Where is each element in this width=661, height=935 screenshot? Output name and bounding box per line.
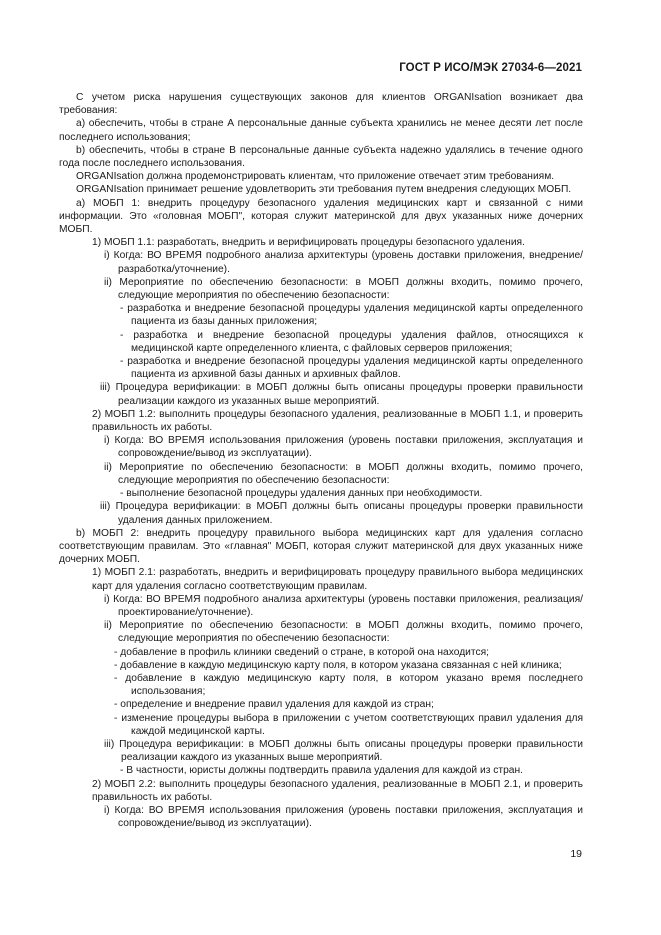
- document-body: [59, 91, 583, 830]
- list-item: ii) Мероприятие по обеспечению безопасности: в МОБП должны входить, помимо прочего, следующие мероприятия по обеспечению безопасности:: [104, 276, 583, 302]
- list-item: - выполнение безопасной процедуры удаления данных при необходимости.: [120, 488, 483, 500]
- list-item: - добавление в каждую медицинскую карту поля, в котором указано время последнего использования;: [114, 672, 583, 698]
- list-item: i) Когда: ВО ВРЕМЯ использования приложения (уровень поставки приложения, эксплуатация и сопровождение/вывод из эксплуатации).: [104, 435, 583, 460]
- list-item: a) обеспечить, чтобы в стране А персональные данные субъекта хранились не менее десяти лет после последнего использования;: [59, 118, 583, 143]
- list-item: b) обеспечить, чтобы в стране В персональные данные субъекта надежно удалялись в течение одного года после последнего использования.: [59, 144, 583, 170]
- list-item: - разработка и внедрение безопасной процедуры удаления файлов, относящихся к медицинской карте определенного клиента, с файловых серверов приложения;: [120, 329, 583, 354]
- paragraph: ORGANIsation должна продемонстрировать клиентам, что приложение отвечает этим требованиям.: [76, 171, 555, 183]
- list-item: i) Когда: ВО ВРЕМЯ подробного анализа архитектуры (уровень поставки приложения, реализация/проектирование/уточнение).: [104, 593, 583, 618]
- list-item: 1) МОБП 1.1: разработать, внедрить и верифицировать процедуры безопасного удаления.: [92, 237, 525, 249]
- page-number: 19: [570, 848, 582, 860]
- list-item: - изменение процедуры выбора в приложении с учетом соответствующих правил удаления для каждой медицинской карты.: [114, 712, 583, 737]
- list-item: 2) МОБП 1.2: выполнить процедуры безопасного удаления, реализованные в МОБП 1.1, и проверить правильность их работы.: [92, 408, 583, 434]
- document-header: ГОСТ Р ИСО/МЭК 27034-6—2021: [399, 62, 582, 74]
- list-item: ii) Мероприятие по обеспечению безопасности: в МОБП должны входить, помимо прочего, следующие мероприятия по обеспечению безопасности:: [104, 620, 583, 645]
- list-item: - разработка и внедрение безопасной процедуры удаления медицинской карты определенного пациента из архивной базы данных и архивных файлов.: [120, 356, 583, 381]
- list-item: 1) МОБП 2.1: разработать, внедрить и верифицировать процедуру правильного выбора медицинских карт для удаления согласно соответствующим правилам.: [92, 567, 583, 592]
- list-item: - определение и внедрение правил удаления для каждой из стран;: [114, 699, 434, 711]
- list-item: i) Когда: ВО ВРЕМЯ подробного анализа архитектуры (уровень доставки приложения, внедрение/разработка/уточнение).: [104, 250, 583, 275]
- list-item: - разработка и внедрение безопасной процедуры удаления медицинской карты определенного пациента из базы данных приложения;: [120, 303, 583, 328]
- paragraph: С учетом риска нарушения существующих законов для клиентов ORGANIsation возникает два требования:: [59, 92, 583, 117]
- paragraph: ORGANIsation принимает решение удовлетворить эти требования путем внедрения следующих МОБП.: [76, 184, 572, 196]
- list-item: iii) Процедура верификации: в МОБП должны быть описаны процедуры проверки правильности реализации каждого из указанных выше мероприятий.: [104, 738, 583, 764]
- list-item: - В частности, юристы должны подтвердить правила удаления для каждой из стран.: [120, 765, 523, 777]
- list-item: ii) Мероприятие по обеспечению безопасности: в МОБП должны входить, помимо прочего, следующие мероприятия по обеспечению безопасности:: [104, 461, 583, 486]
- list-item: b) МОБП 2: внедрить процедуру правильного выбора медицинских карт для удаления согласно соответствующим правилам. Это «главная" МОБП, которая служит материнской для двух указанных ниже дочерних МОБП.: [59, 527, 583, 566]
- list-item: - добавление в каждую медицинскую карту поля, в котором указана связанная с ней клиника;: [114, 659, 562, 671]
- list-item: i) Когда: ВО ВРЕМЯ использования приложения (уровень поставки приложения, эксплуатация и сопровождение/вывод из эксплуатации).: [104, 804, 583, 830]
- list-item: - добавление в профиль клиники сведений о стране, в которой она находится;: [114, 646, 490, 658]
- list-item: a) МОБП 1: внедрить процедуру безопасного удаления медицинских карт и связанной с ними информации. Это «головная МОБП", которая служит материнской для двух указанных ниже дочерних МОБП.: [59, 197, 583, 236]
- list-item: 2) МОБП 2.2: выполнить процедуры безопасного удаления, реализованные в МОБП 2.1, и проверить правильность их работы.: [92, 778, 583, 803]
- list-item: iii) Процедура верификации: в МОБП должны быть описаны процедуры проверки правильности удаления данных приложением.: [100, 501, 583, 526]
- list-item: iii) Процедура верификации: в МОБП должны быть описаны процедуры проверки правильности реализации каждого из указанных выше мероприятий.: [100, 382, 583, 407]
